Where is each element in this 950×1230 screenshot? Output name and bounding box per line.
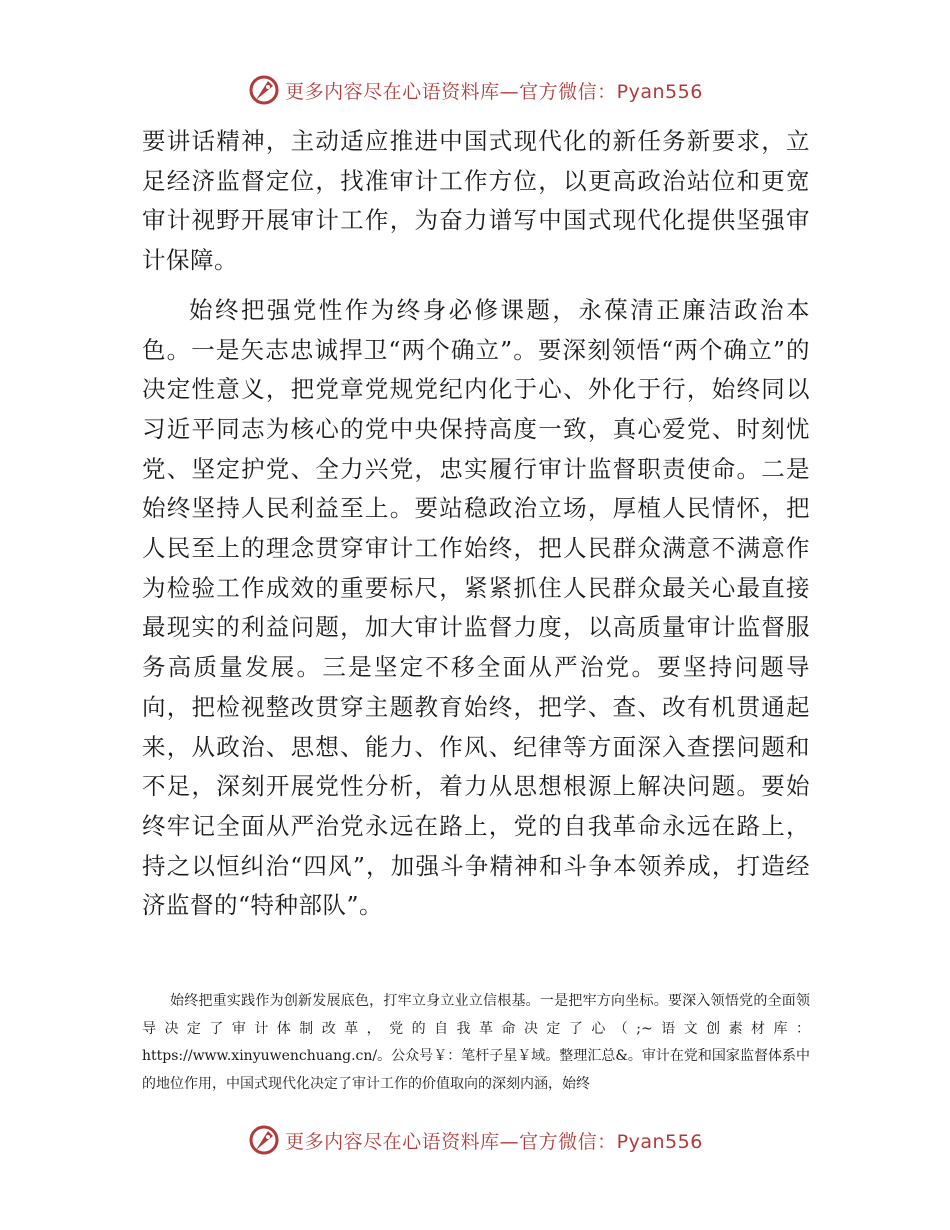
watermark-banner-top xyxy=(0,70,950,110)
paragraph-2: 始终把强党性作为终身必修课题，永葆清正廉洁政治本色。一是矢志忠诚捍卫“两个确立”。要深刻领悟“两个确立”的决定性意义，把党章党规党纪内化于心、外化于行，始终同以习近平同志为核心的党中央保持高度一致，真心爱党、时刻忧党、坚定护党、全力兴党，忠实履行审计监督职责使命。二是始终坚持人民利益至上。要站稳政治立场，厚植人民情怀，把人民至上的理念贯穿审计工作始终，把人民群众满意不满意作为检验工作成效的重要标尺，紧紧抓住人民群众最关心最直接最现实的利益问题，加大审计监督力度，以高质量审计监督服务高质量发展。三是坚定不移全面从严治党。要坚持问题导向，把检视整改贯穿主题教育始终，把学、查、改有机贯通起来，从政治、思想、能力、作风、纪律等方面深入查摆问题和不足，深刻开展党性分析，着力从思想根源上解决问题。要始终牢记全面从严治党永远在路上，党的自我革命永远在路上，持之以恒纠治“四风”，加强斗争精神和斗争本领养成，打造经济监督的“特种部队”。 xyxy=(142,295,810,920)
document-body xyxy=(142,122,810,926)
paragraph-3: 始终把重实践作为创新发展底色，打牢立身立业立信根基。一是把牢方向坐标。要深入领悟党的全面领导决定了审计体制改革，党的自我革命决定了心（;~语文创素材库：https://www.xinyuwenchuang.cn/。公众号￥：笔杆子星￥域。整理汇总&。审计在党和国家监督体系中的地位作用，中国式现代化决定了审计工作的价值取向的深刻内涵，始终 xyxy=(142,993,810,1092)
watermark-text: 更多内容尽在心语资料库—官方微信：Pyan556 xyxy=(285,80,703,103)
paragraph-1: 要讲话精神，主动适应推进中国式现代化的新任务新要求，立足经济监督定位，找准审计工作方位，以更高政治站位和更宽审计视野开展审计工作，为奋力谱写中国式现代化提供坚强审计保障。 xyxy=(142,127,810,275)
pen-nib-logo-icon xyxy=(247,73,281,107)
watermark-text: 更多内容尽在心语资料库—官方微信：Pyan556 xyxy=(285,1130,703,1153)
watermark-banner-bottom xyxy=(0,1120,950,1160)
small-print-section xyxy=(142,988,810,1098)
pen-nib-logo-icon xyxy=(247,1123,281,1157)
